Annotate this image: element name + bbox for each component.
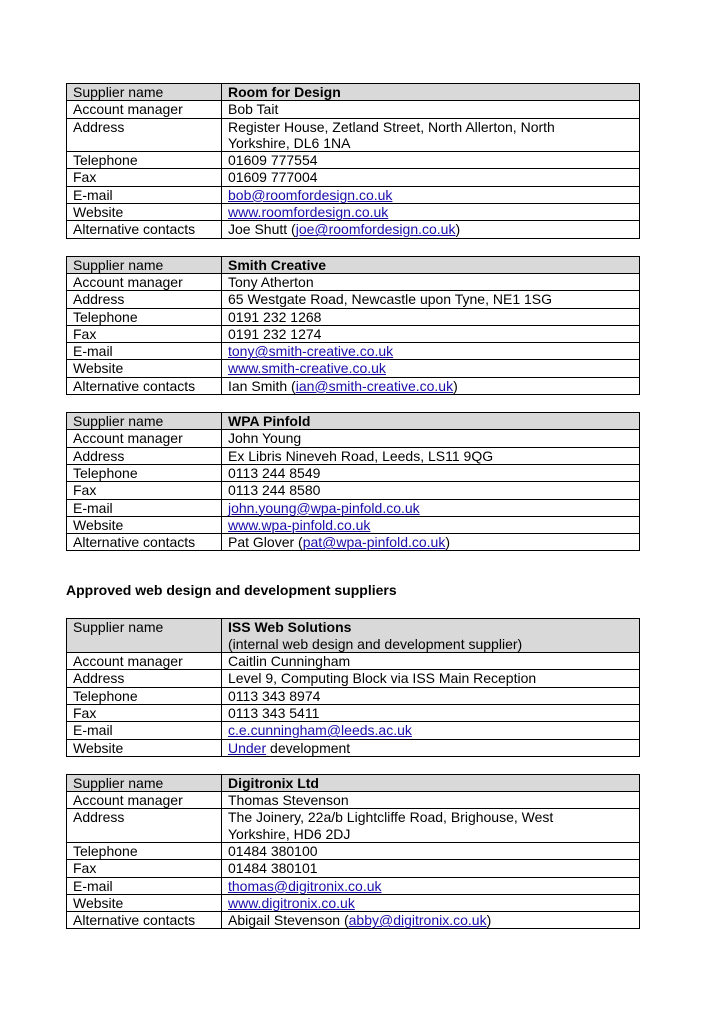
fax-value: 0191 232 1274 — [222, 325, 640, 342]
address-label: Address — [67, 118, 222, 152]
fax-value: 0113 343 5411 — [222, 704, 640, 721]
table-row — [67, 534, 640, 551]
website-label: Website — [67, 894, 222, 911]
table-row — [67, 482, 640, 499]
fax-label: Fax — [67, 860, 222, 877]
fax-label: Fax — [67, 325, 222, 342]
table-row — [67, 464, 640, 481]
table-row — [67, 204, 640, 221]
email-cell — [222, 186, 640, 203]
website-link[interactable]: www.smith-creative.co.uk — [228, 360, 386, 377]
account-manager-value: Bob Tait — [222, 101, 640, 118]
supplier-table-iss-web-solutions — [66, 618, 640, 756]
email-link[interactable]: tony@smith-creative.co.uk — [228, 343, 394, 360]
address-value: Level 9, Computing Block via ISS Main Reception — [222, 670, 640, 687]
alt-contact-email-link[interactable]: joe@roomfordesign.co.uk — [295, 221, 456, 238]
address-label: Address — [67, 670, 222, 687]
section-heading: Approved web design and development suppliers — [66, 582, 397, 599]
email-link[interactable]: john.young@wpa-pinfold.co.uk — [228, 499, 420, 516]
table-row — [67, 877, 640, 894]
supplier-name-value: Smith Creative — [222, 256, 640, 273]
address-value: 65 Westgate Road, Newcastle upon Tyne, NE1 1SG — [222, 291, 640, 308]
table-row — [67, 84, 640, 101]
table-row — [67, 809, 640, 843]
email-link[interactable]: thomas@digitronix.co.uk — [228, 877, 382, 894]
table-row — [67, 360, 640, 377]
email-cell — [222, 722, 640, 739]
supplier-name-label: Supplier name — [67, 774, 222, 791]
table-row — [67, 343, 640, 360]
table-row — [67, 774, 640, 791]
supplier-table-smith-creative — [66, 256, 640, 395]
alt-contact-email-link[interactable]: pat@wpa-pinfold.co.uk — [302, 534, 446, 551]
website-label: Website — [67, 739, 222, 756]
website-cell — [222, 204, 640, 221]
supplier-table-room-for-design — [66, 83, 640, 239]
table-row — [67, 221, 640, 238]
website-link[interactable]: www.roomfordesign.co.uk — [228, 204, 389, 221]
website-note: development — [266, 739, 351, 756]
website-label: Website — [67, 516, 222, 533]
website-label: Website — [67, 204, 222, 221]
email-cell — [222, 499, 640, 516]
table-row — [67, 186, 640, 203]
account-manager-value: Tony Atherton — [222, 273, 640, 290]
website-link[interactable]: www.wpa-pinfold.co.uk — [228, 516, 371, 533]
telephone-label: Telephone — [67, 464, 222, 481]
email-label: E-mail — [67, 186, 222, 203]
supplier-table-wpa-pinfold — [66, 412, 640, 551]
email-label: E-mail — [67, 343, 222, 360]
supplier-name-text: ISS Web Solutions — [228, 619, 352, 636]
alternative-contacts-label: Alternative contacts — [67, 221, 222, 238]
email-cell — [222, 343, 640, 360]
email-link[interactable]: bob@roomfordesign.co.uk — [228, 186, 393, 203]
telephone-label: Telephone — [67, 842, 222, 859]
telephone-value: 0113 244 8549 — [222, 464, 640, 481]
email-cell — [222, 877, 640, 894]
account-manager-label: Account manager — [67, 430, 222, 447]
telephone-value: 0191 232 1268 — [222, 308, 640, 325]
table-row — [67, 739, 640, 756]
address-line-1: The Joinery, 22a/b Lightcliffe Road, Brighouse, West — [228, 809, 554, 826]
table-row — [67, 722, 640, 739]
telephone-value: 01484 380100 — [222, 842, 640, 859]
website-cell — [222, 360, 640, 377]
paren-close: ) — [455, 221, 461, 238]
account-manager-value: John Young — [222, 430, 640, 447]
paren-open: ( — [294, 534, 303, 551]
alternative-contacts-value — [222, 221, 640, 238]
paren-open: ( — [287, 377, 296, 394]
paren-close: ) — [453, 377, 458, 394]
address-value: Ex Libris Nineveh Road, Leeds, LS11 9QG — [222, 447, 640, 464]
alt-contact-email-link[interactable]: ian@smith-creative.co.uk — [295, 377, 454, 394]
email-label: E-mail — [67, 722, 222, 739]
table-row — [67, 447, 640, 464]
spacer — [66, 551, 640, 582]
telephone-value: 0113 343 8974 — [222, 687, 640, 704]
paren-close: ) — [445, 534, 450, 551]
fax-value: 01484 380101 — [222, 860, 640, 877]
supplier-name-label: Supplier name — [67, 413, 222, 430]
fax-label: Fax — [67, 169, 222, 186]
alternative-contacts-value — [222, 534, 640, 551]
website-link[interactable]: Under — [228, 739, 267, 756]
document-page — [66, 83, 640, 929]
table-row — [67, 308, 640, 325]
table-row — [67, 912, 640, 929]
account-manager-label: Account manager — [67, 101, 222, 118]
fax-label: Fax — [67, 704, 222, 721]
fax-label: Fax — [67, 482, 222, 499]
table-row — [67, 670, 640, 687]
supplier-name-value: WPA Pinfold — [222, 413, 640, 430]
supplier-name-value: Digitronix Ltd — [222, 774, 640, 791]
table-row — [67, 653, 640, 670]
alternative-contacts-value — [222, 912, 640, 929]
table-row — [67, 860, 640, 877]
alt-contact-name: Joe Shutt — [228, 221, 288, 238]
alt-contact-email-link[interactable]: abby@digitronix.co.uk — [348, 912, 487, 929]
email-label: E-mail — [67, 499, 222, 516]
fax-value: 0113 244 8580 — [222, 482, 640, 499]
table-row — [67, 499, 640, 516]
supplier-name-value: Room for Design — [222, 84, 640, 101]
website-cell — [222, 894, 640, 911]
table-row — [67, 169, 640, 186]
address-label: Address — [67, 447, 222, 464]
website-cell — [222, 516, 640, 533]
table-row — [67, 101, 640, 118]
address-line-2: Yorkshire, DL6 1NA — [228, 134, 351, 151]
address-value — [222, 118, 640, 152]
supplier-name-value — [222, 619, 640, 653]
email-label: E-mail — [67, 877, 222, 894]
supplier-name-note: (internal web design and development supplier) — [228, 635, 523, 652]
address-label: Address — [67, 291, 222, 308]
table-row — [67, 273, 640, 290]
telephone-label: Telephone — [67, 308, 222, 325]
table-row — [67, 377, 640, 394]
table-row — [67, 894, 640, 911]
alt-contact-name: Ian Smith — [228, 377, 288, 394]
address-label: Address — [67, 809, 222, 843]
alternative-contacts-label: Alternative contacts — [67, 912, 222, 929]
spacer — [66, 395, 640, 412]
spacer — [66, 757, 640, 774]
table-row — [67, 118, 640, 152]
website-cell — [222, 739, 640, 756]
table-row — [67, 413, 640, 430]
paren-open: ( — [340, 912, 349, 929]
table-row — [67, 256, 640, 273]
table-row — [67, 430, 640, 447]
telephone-value: 01609 777554 — [222, 152, 640, 169]
address-value — [222, 809, 640, 843]
table-row — [67, 152, 640, 169]
account-manager-label: Account manager — [67, 273, 222, 290]
address-line-1: Register House, Zetland Street, North Allerton, North — [228, 118, 555, 135]
table-row — [67, 792, 640, 809]
account-manager-value: Caitlin Cunningham — [222, 653, 640, 670]
telephone-label: Telephone — [67, 687, 222, 704]
table-row — [67, 516, 640, 533]
account-manager-value: Thomas Stevenson — [222, 792, 640, 809]
table-row — [67, 325, 640, 342]
spacer — [66, 239, 640, 256]
alt-contact-name: Abigail Stevenson — [228, 912, 341, 929]
paren-open: ( — [287, 221, 296, 238]
table-row — [67, 687, 640, 704]
paren-close: ) — [486, 912, 492, 929]
account-manager-label: Account manager — [67, 792, 222, 809]
supplier-name-label: Supplier name — [67, 619, 222, 653]
email-link[interactable]: c.e.cunningham@leeds.ac.uk — [228, 722, 412, 739]
table-row — [67, 842, 640, 859]
account-manager-label: Account manager — [67, 653, 222, 670]
supplier-name-label: Supplier name — [67, 256, 222, 273]
address-line-2: Yorkshire, HD6 2DJ — [228, 825, 351, 842]
fax-value: 01609 777004 — [222, 169, 640, 186]
alternative-contacts-label: Alternative contacts — [67, 377, 222, 394]
alternative-contacts-value — [222, 377, 640, 394]
table-row — [67, 291, 640, 308]
table-row — [67, 704, 640, 721]
telephone-label: Telephone — [67, 152, 222, 169]
alternative-contacts-label: Alternative contacts — [67, 534, 222, 551]
website-link[interactable]: www.digitronix.co.uk — [228, 894, 355, 911]
supplier-name-label: Supplier name — [67, 84, 222, 101]
website-label: Website — [67, 360, 222, 377]
alt-contact-name: Pat Glover — [228, 534, 295, 551]
supplier-table-digitronix — [66, 774, 640, 930]
table-row — [67, 619, 640, 653]
